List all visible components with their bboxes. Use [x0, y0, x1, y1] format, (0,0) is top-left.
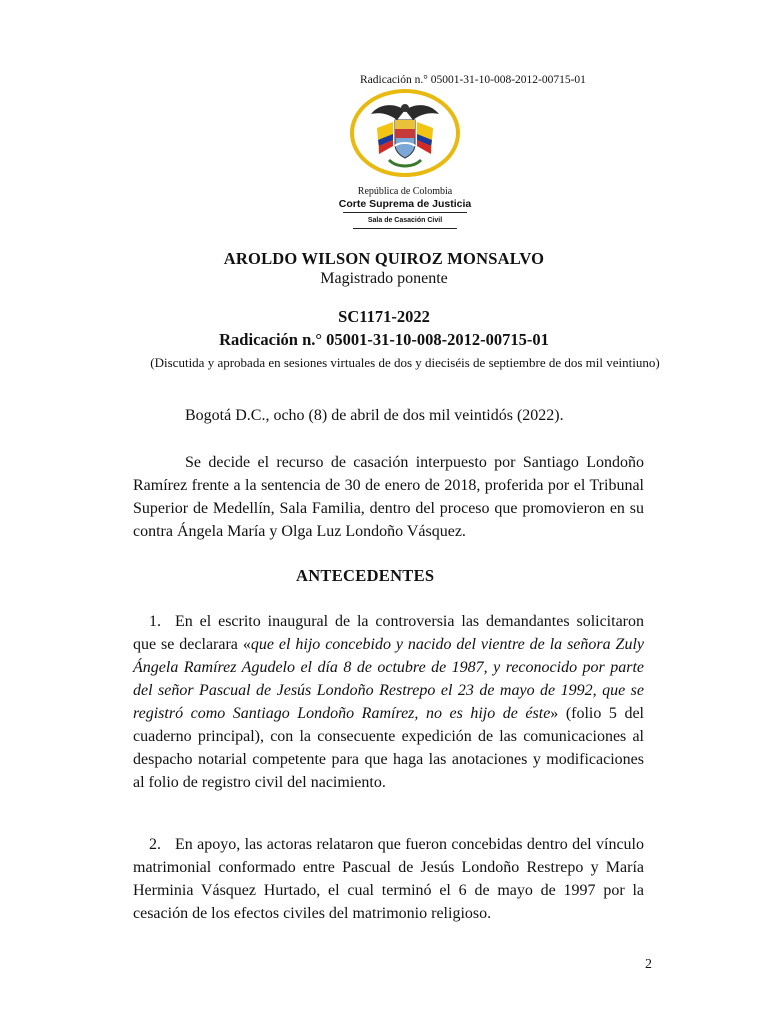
republica-label: República de Colombia	[357, 186, 453, 197]
sentence-id: SC1171-2022	[338, 307, 430, 326]
item-2-text: En apoyo, las actoras relataron que fueron concebidas dentro del vínculo matrimonial conformado entre Pascual de Jesús Londoño Restrepo y María Herminia Vásquez Hurtado, el cual terminó el 6 de mayo de 1997 por la cesación de los efectos civiles del matrimonio religioso.	[133, 836, 644, 922]
sala-label: Sala de Casación Civil	[367, 217, 443, 224]
approval-note: (Discutida y aprobada en sesiones virtuales de dos y dieciséis de septiembre de dos mil veintiuno)	[150, 355, 660, 370]
item-1-text-b: » (folio 5 del cuaderno principal), con la consecuente expedición de las comunicaciones al despacho notarial competente para que haga las anotaciones y modificaciones al folio de registro civil del nacimiento.	[133, 705, 645, 791]
magistrado-name: AROLDO WILSON QUIROZ MONSALVO	[223, 249, 545, 268]
radicacion-title: Radicación n.° 05001-31-10-008-2012-00715-01	[219, 330, 549, 349]
item-1-text-a: En el escrito inaugural de la controversia las demandantes solicitaron que se declarara «	[133, 613, 644, 653]
intro-paragraph	[133, 451, 644, 543]
item-1-paragraph	[133, 610, 644, 794]
section-heading: ANTECEDENTES	[296, 566, 435, 585]
intro-text: Se decide el recurso de casación interpuesto por Santiago Londoño Ramírez frente a la sentencia de 30 de enero de 2018, proferida por el Tribunal Superior de Medellín, Sala Familia, dentro del proceso que promovieron en su contra Ángela María y Olga Luz Londoño Vásquez.	[133, 454, 644, 540]
item-1-quote: que el hijo concebido y nacido del vientre de la señora Zuly Ángela Ramírez Agudelo el día 8 de octubre de 1987, y reconocido por parte del señor Pascual de Jesús Londoño Restrepo el 23 de mayo de 1992, que se registró como Santiago Londoño Ramírez, no es hijo de éste	[133, 636, 645, 722]
court-seal-emblem	[349, 88, 461, 178]
item-2-number: 2.	[149, 836, 161, 853]
item-1-number: 1.	[149, 613, 161, 630]
corte-label: Corte Suprema de Justicia	[338, 198, 472, 210]
seal-rule-bottom	[353, 228, 457, 229]
item-2-paragraph	[133, 833, 644, 925]
date-line: Bogotá D.C., ocho (8) de abril de dos mil veintidós (2022).	[185, 407, 564, 424]
header-radicacion: Radicación n.° 05001-31-10-008-2012-00715-01	[360, 74, 586, 86]
seal-caption	[330, 186, 480, 229]
seal-rule-top	[343, 212, 467, 213]
page-number: 2	[645, 957, 652, 972]
magistrado-role: Magistrado ponente	[320, 270, 448, 287]
